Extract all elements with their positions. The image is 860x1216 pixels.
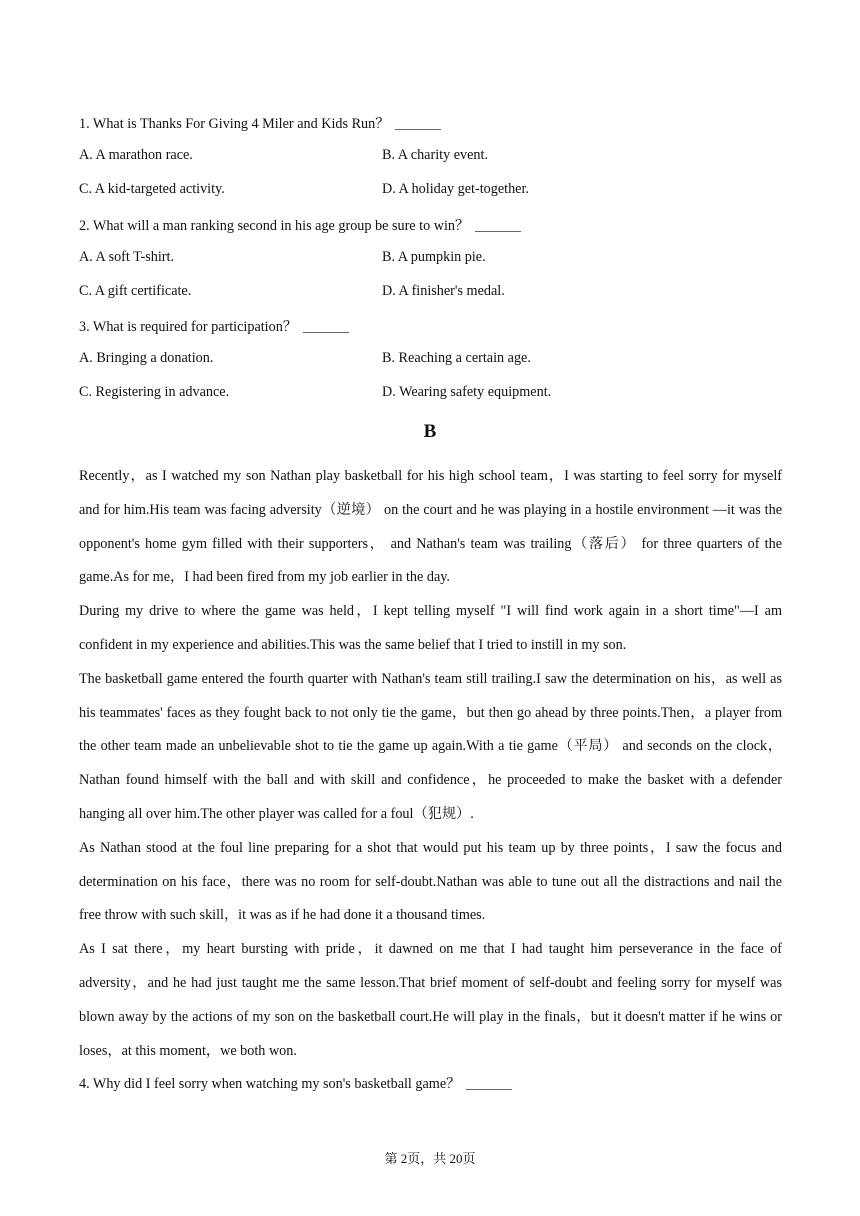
question-1 xyxy=(79,113,441,133)
answer-blank xyxy=(395,128,441,130)
question-3 xyxy=(79,316,349,336)
option-b: B. A pumpkin pie. xyxy=(382,249,486,265)
option-a: A. A marathon race. xyxy=(79,147,193,163)
question-2 xyxy=(79,215,521,235)
question-4-stem: 4. Why did I feel sorry when watching my son's basketball game？ xyxy=(79,1076,461,1093)
option-d: D. A holiday get-together. xyxy=(382,181,529,197)
option-d: D. A finisher's medal. xyxy=(382,283,505,299)
option-c: C. Registering in advance. xyxy=(79,384,230,400)
option-c: C. A kid-targeted activity. xyxy=(79,181,225,197)
question-3-stem: 3. What is required for participation？ xyxy=(79,319,298,335)
answer-blank xyxy=(475,230,521,232)
passage-paragraph-4: As Nathan stood at the foul line preparing for a shot that would put his team up by three points，I saw the focus and determination on his face，there was no room for self-doubt.Nathan was able to tune out all the distractions and nail the free throw with such skill，it was as if he had done it a thousand times. xyxy=(79,839,782,924)
passage-paragraph-2: During my drive to where the game was held，I kept telling myself "I will find work again in a short time"—I am confident in my experience and abilities.This was the same belief that I tried to instill in my son. xyxy=(79,603,782,653)
question-4 xyxy=(79,1068,782,1102)
question-2-stem: 2. What will a man ranking second in his age group be sure to win？ xyxy=(79,218,470,234)
answer-blank xyxy=(303,331,349,333)
passage-paragraph-3: The basketball game entered the fourth quarter with Nathan's team still trailing.I saw the determination on his，as well as his teammates' faces as they fought back to not only tie the game，but then go ahead by three points.Then，a player from the other team made an unbelievable shot to tie the game up again.With a tie game（平局） and seconds on the clock，Nathan found himself with the ball and with skill and confidence，he proceeded to make the basket with a defender hanging all over him.The other player was called for a foul（犯规）. xyxy=(79,670,782,822)
passage-paragraph-5: As I sat there，my heart bursting with pride，it dawned on me that I had taught him perseverance in the face of adversity，and he had just taught me the same lesson.That brief moment of self-doubt and feeling sorry for myself was blown away by the actions of my son on the basketball court.He will play in the finals，but it doesn't matter if he wins or loses，at this moment，we both won. xyxy=(79,941,782,1059)
option-d: D. Wearing safety equipment. xyxy=(382,384,552,400)
reading-passage xyxy=(79,460,782,1102)
option-b: B. Reaching a certain age. xyxy=(382,350,531,366)
option-c: C. A gift certificate. xyxy=(79,283,192,299)
option-b: B. A charity event. xyxy=(382,147,488,163)
section-heading: B xyxy=(423,421,437,442)
page-number-footer: 第 2页，共 20页 xyxy=(384,1151,476,1166)
passage-paragraph-1: Recently，as I watched my son Nathan play basketball for his high school team，I was starting to feel sorry for myself and for him.His team was facing adversity（逆境） on the court and he was playing in a hostile environment —it was the opponent's home gym filled with their supporters， and Nathan's team was trailing（落后） for three quarters of the game.As for me，I had been fired from my job earlier in the day. xyxy=(79,468,782,586)
question-1-stem: 1. What is Thanks For Giving 4 Miler and Kids Run？ xyxy=(79,116,390,132)
option-a: A. A soft T-shirt. xyxy=(79,249,174,265)
answer-blank xyxy=(466,1088,512,1090)
option-a: A. Bringing a donation. xyxy=(79,350,214,366)
